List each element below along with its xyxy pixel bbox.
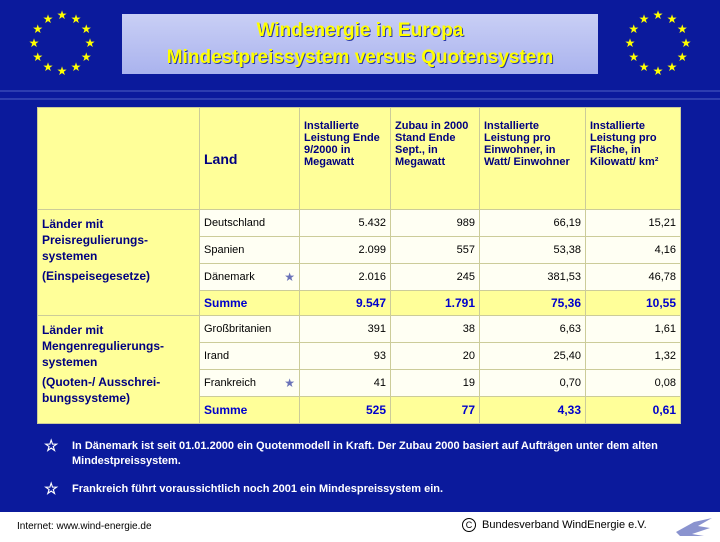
star-icon: ★ — [680, 36, 692, 50]
star-icon: ★ — [624, 36, 636, 50]
row-land — [200, 316, 300, 343]
row-land — [200, 210, 300, 237]
group-label — [38, 316, 200, 424]
land-name: Spanien — [204, 244, 245, 256]
land-name: Irand — [204, 350, 230, 362]
row-v1: 5.432 — [300, 210, 391, 237]
row-v4: 0,08 — [586, 370, 681, 397]
group-label — [38, 210, 200, 316]
row-v4: 4,16 — [586, 237, 681, 264]
star-icon: ★ — [638, 11, 650, 26]
star-icon: ★ — [666, 11, 678, 26]
star-icon: ★ — [652, 8, 664, 22]
row-v3: 381,53 — [480, 264, 586, 291]
sum-v2: 1.791 — [391, 291, 480, 316]
star-icon: ★ — [84, 36, 96, 50]
row-v3: 25,40 — [480, 343, 586, 370]
sum-v1: 525 — [300, 397, 391, 424]
title-line-2: Mindestpreissystem versus Quotensystem — [166, 47, 554, 68]
land-name: Frankreich — [204, 377, 256, 389]
star-icon: ★ — [28, 36, 40, 50]
sum-label: Summe — [200, 291, 300, 316]
row-v1: 2.099 — [300, 237, 391, 264]
group-label-line: Mengenregulierungs- — [42, 339, 165, 353]
star-icon: ★ — [32, 50, 44, 64]
eu-stars-icon — [27, 8, 97, 78]
sum-v2: 77 — [391, 397, 480, 424]
sum-label: Summe — [200, 397, 300, 424]
row-v1: 391 — [300, 316, 391, 343]
star-icon: ☆ — [44, 438, 59, 455]
divider — [0, 90, 720, 92]
footnote-text: Frankreich führt voraussichtlich noch 2001 ein Mindespreissystem ein. — [72, 483, 444, 495]
row-land — [200, 237, 300, 264]
header-col4: Installierte Leistung pro Fläche, in Kilowatt/ km² — [586, 108, 681, 210]
group-label-line: Länder mit — [42, 217, 104, 231]
sum-v1: 9.547 — [300, 291, 391, 316]
footnote-daenemark — [44, 439, 692, 469]
star-icon: ★ — [80, 22, 92, 36]
star-icon: ★ — [284, 376, 295, 390]
star-icon: ★ — [638, 60, 650, 75]
row-v2: 20 — [391, 343, 480, 370]
eu-stars-icon — [623, 8, 693, 78]
star-icon: ★ — [284, 270, 295, 284]
data-table — [37, 107, 681, 424]
row-v4: 1,61 — [586, 316, 681, 343]
row-v4: 15,21 — [586, 210, 681, 237]
row-v2: 38 — [391, 316, 480, 343]
row-v2: 989 — [391, 210, 480, 237]
land-name: Großbritanien — [204, 323, 272, 335]
header-land: Land — [200, 108, 300, 210]
group-label-line: bungssysteme) — [42, 391, 131, 405]
star-icon: ★ — [628, 22, 640, 36]
land-name: Deutschland — [204, 217, 266, 229]
row-v3: 0,70 — [480, 370, 586, 397]
row-land — [200, 370, 300, 397]
row-v1: 93 — [300, 343, 391, 370]
footnote-text: In Dänemark ist seit 01.01.2000 ein Quotenmodell in Kraft. Der Zubau 2000 basiert auf Aufträgen unter dem alten Mindestpreissystem. — [72, 440, 658, 467]
internet-link[interactable]: Internet: www.wind-energie.de — [17, 521, 152, 532]
group-label-line: systemen — [42, 355, 98, 369]
row-v4: 1,32 — [586, 343, 681, 370]
sum-v4: 0,61 — [586, 397, 681, 424]
star-icon: ★ — [70, 11, 82, 26]
footnote-frankreich — [44, 482, 692, 497]
row-v4: 46,78 — [586, 264, 681, 291]
row-v2: 19 — [391, 370, 480, 397]
row-v3: 6,63 — [480, 316, 586, 343]
group-label-line: systemen — [42, 249, 98, 263]
sum-v4: 10,55 — [586, 291, 681, 316]
row-v1: 2.016 — [300, 264, 391, 291]
copyright — [462, 518, 647, 532]
group-label-line: (Quoten-/ Ausschrei- — [42, 375, 161, 389]
star-icon: ★ — [628, 50, 640, 64]
header-col1: Installierte Leistung Ende 9/2000 in Megawatt — [300, 108, 391, 210]
row-v3: 66,19 — [480, 210, 586, 237]
row-land — [200, 343, 300, 370]
header-col2: Zubau in 2000 Stand Ende Sept., in Megawatt — [391, 108, 480, 210]
group-label-line: (Einspeisegesetze) — [42, 269, 151, 283]
row-v2: 557 — [391, 237, 480, 264]
divider — [0, 98, 720, 100]
group-label-line: Preisregulierungs- — [42, 233, 149, 247]
header-col3: Installierte Leistung pro Einwohner, in Watt/ Einwohner — [480, 108, 586, 210]
star-icon: ★ — [676, 22, 688, 36]
footer — [0, 510, 720, 542]
row-v1: 41 — [300, 370, 391, 397]
org-name: Bundesverband WindEnergie e.V. — [482, 519, 647, 531]
row-v2: 245 — [391, 264, 480, 291]
group-label-line: Länder mit — [42, 323, 104, 337]
row-land — [200, 264, 300, 291]
star-icon: ★ — [652, 64, 664, 78]
land-name: Dänemark — [204, 271, 255, 283]
star-icon: ★ — [80, 50, 92, 64]
wind-logo-icon — [674, 516, 714, 538]
sum-v3: 4,33 — [480, 397, 586, 424]
star-icon: ★ — [666, 60, 678, 75]
row-v3: 53,38 — [480, 237, 586, 264]
star-icon: ★ — [32, 22, 44, 36]
copyright-icon: C — [462, 518, 476, 532]
star-icon: ★ — [676, 50, 688, 64]
title-line-1: Windenergie in Europa — [256, 20, 464, 41]
star-icon: ☆ — [44, 481, 59, 498]
star-icon: ★ — [42, 11, 54, 26]
title-box — [122, 14, 598, 74]
sum-v3: 75,36 — [480, 291, 586, 316]
header-empty-cell — [38, 108, 200, 210]
star-icon: ★ — [56, 8, 68, 22]
star-icon: ★ — [70, 60, 82, 75]
star-icon: ★ — [42, 60, 54, 75]
star-icon: ★ — [56, 64, 68, 78]
